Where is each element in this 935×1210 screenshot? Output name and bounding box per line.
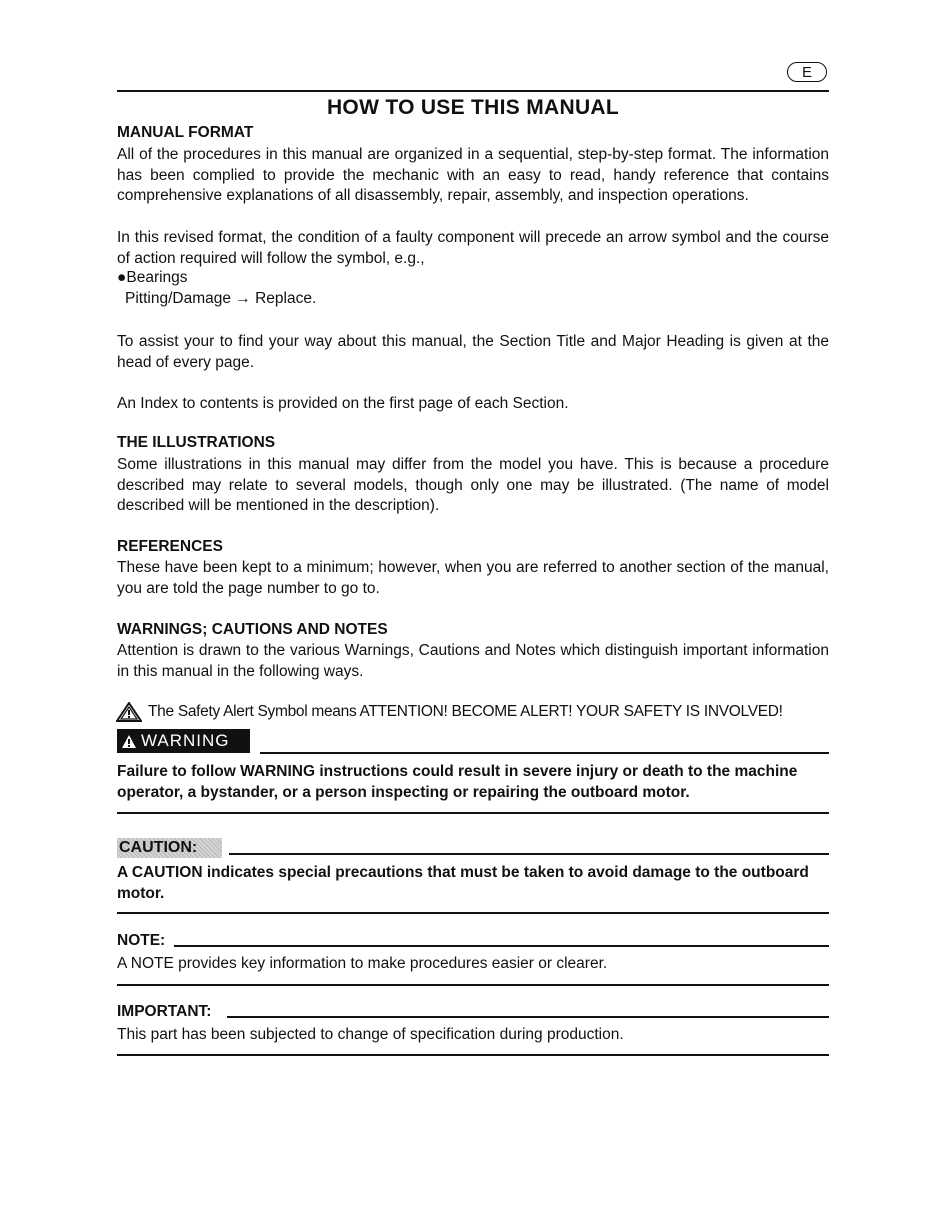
- bullet-item: [117, 269, 188, 287]
- note-top-rule: [174, 945, 829, 947]
- illustrations-heading: THE ILLUSTRATIONS: [117, 434, 276, 451]
- safety-alert-line: [116, 702, 783, 722]
- language-badge: E: [787, 62, 827, 82]
- note-label: NOTE:: [117, 932, 166, 949]
- safety-alert-text: The Safety Alert Symbol means ATTENTION! BECOME ALERT! YOUR SAFETY IS INVOLVED!: [148, 703, 783, 720]
- bullet-dot-icon: ●: [117, 269, 127, 286]
- warning-label-box: [117, 729, 250, 753]
- references-heading: REFERENCES: [117, 538, 223, 555]
- warnings-notes-text: Attention is drawn to the various Warnings, Cautions and Notes which distinguish important information in this manual in the following ways.: [117, 642, 829, 680]
- caution-bottom-rule: [117, 912, 829, 914]
- manual-format-para3: To assist your to find your way about this manual, the Section Title and Major Heading is given at the head of every page.: [117, 333, 829, 371]
- important-text: This part has been subjected to change of specification during production.: [117, 1026, 624, 1043]
- warnings-notes-heading: WARNINGS; CAUTIONS AND NOTES: [117, 621, 388, 638]
- safety-alert-icon: [116, 702, 142, 722]
- important-bottom-rule: [117, 1054, 829, 1056]
- references-text: These have been kept to a minimum; however, when you are referred to another section of the manual, you are told the page number to go to.: [117, 559, 829, 597]
- page-title: HOW TO USE THIS MANUAL: [326, 96, 620, 119]
- warning-text: Failure to follow WARNING instructions could result in severe injury or death to the machine operator, a bystander, or a person inspecting or repairing the outboard motor.: [117, 763, 798, 801]
- manual-format-para4: An Index to contents is provided on the first page of each Section.: [117, 395, 569, 412]
- caution-label: CAUTION:: [117, 838, 222, 858]
- manual-format-para1: All of the procedures in this manual are organized in a sequential, step-by-step format. The information has been complied to provide the mechanic with an easy to read, handy reference that contains comprehensive explanations of all disassembly, repair, assembly, and inspection operations.: [117, 146, 829, 205]
- header-rule: [117, 90, 829, 92]
- note-text: A NOTE provides key information to make procedures easier or clearer.: [117, 955, 608, 972]
- warning-triangle-icon: [121, 734, 137, 749]
- important-top-rule: [227, 1016, 829, 1018]
- caution-top-rule: [229, 853, 829, 855]
- warning-top-rule: [260, 752, 829, 754]
- bullet-item-label: Bearings: [126, 269, 188, 286]
- manual-format-para2: In this revised format, the condition of a faulty component will precede an arrow symbol and the course of action required will follow the symbol, e.g.,: [117, 229, 829, 267]
- caution-text: A CAUTION indicates special precautions that must be taken to avoid damage to the outboard motor.: [117, 864, 809, 902]
- warning-label: WARNING: [141, 731, 230, 750]
- important-label: IMPORTANT:: [117, 1003, 212, 1020]
- arrow-example: Pitting/Damage → Replace.: [125, 290, 317, 307]
- manual-format-heading: MANUAL FORMAT: [117, 124, 254, 141]
- illustrations-text: Some illustrations in this manual may differ from the model you have. This is because a procedure described may relate to several models, though only one may be illustrated. (The name of model described will be mentioned in the description).: [117, 456, 829, 515]
- warning-bottom-rule: [117, 812, 829, 814]
- note-bottom-rule: [117, 984, 829, 986]
